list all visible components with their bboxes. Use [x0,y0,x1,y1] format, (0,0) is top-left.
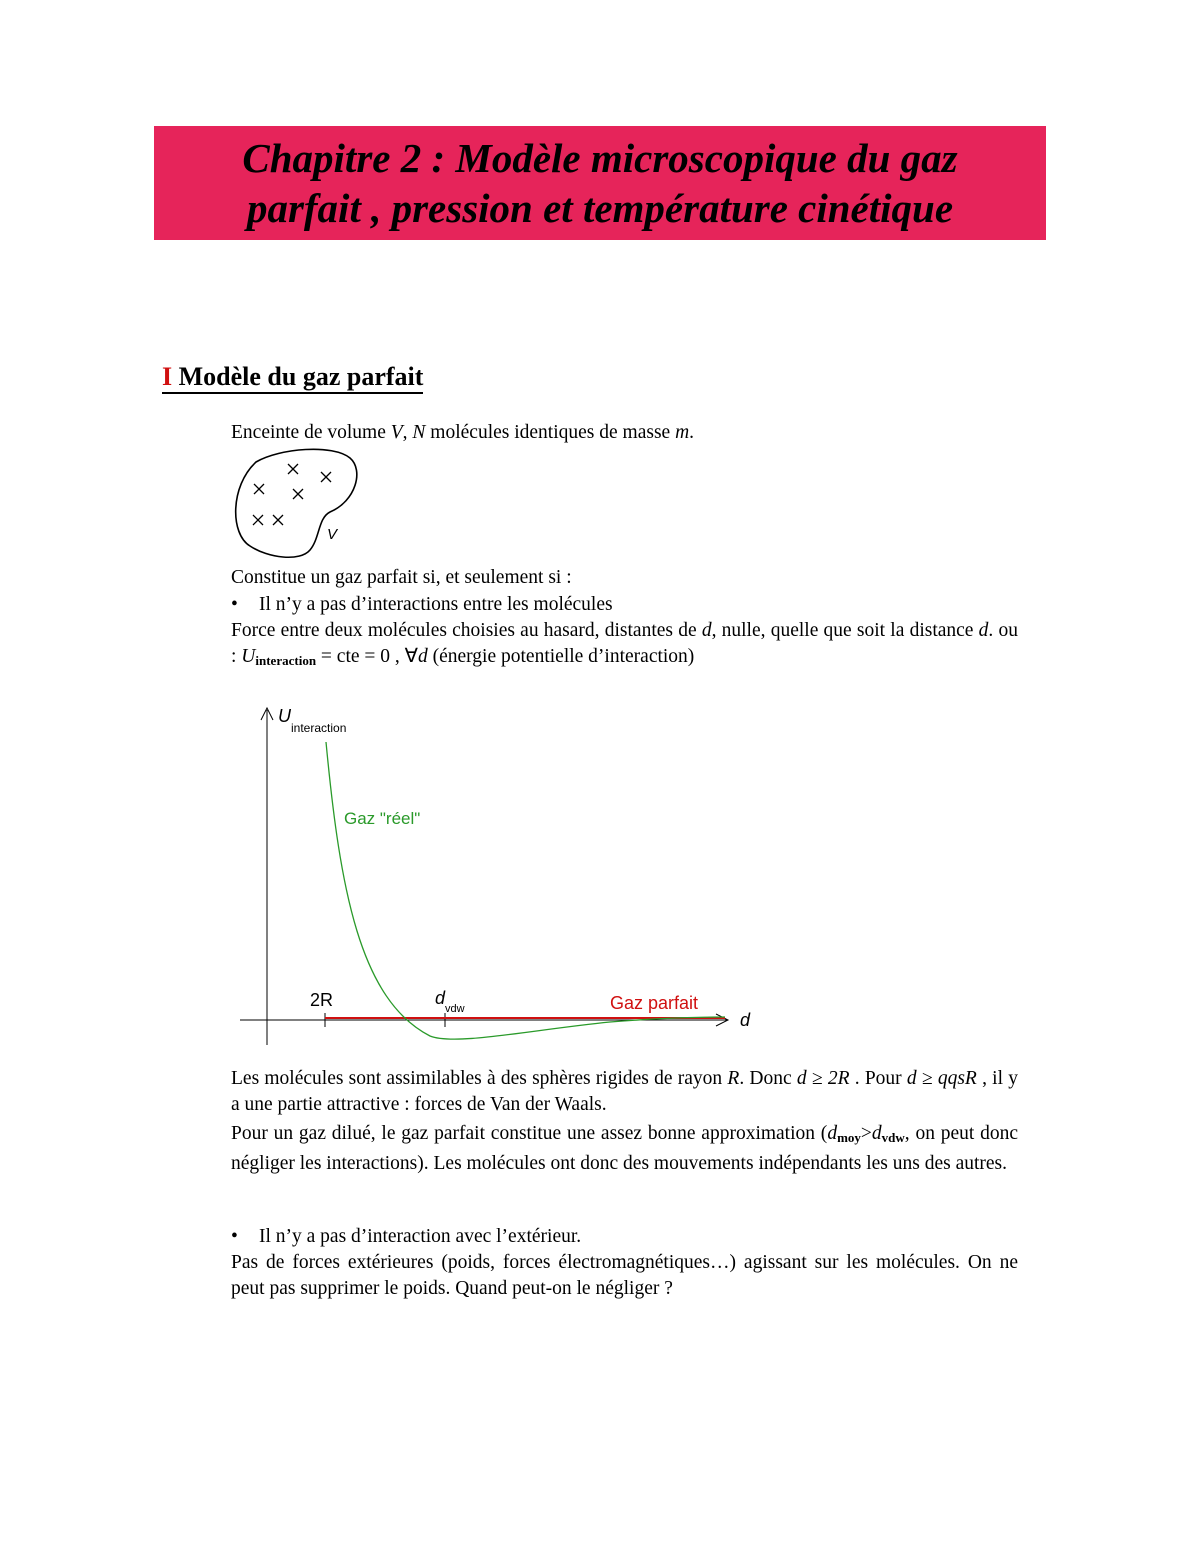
bullet-no-interactions: • Il n’y a pas d’interactions entre les molécules [231,592,613,618]
chapter-title-line-2: parfait , pression et température cinétique [246,185,954,231]
volume-label: V [327,526,338,543]
section-heading [162,362,423,394]
ideal-gas-label: Gaz parfait [610,993,699,1013]
tick-dvdw-sub: vdw [445,1003,465,1015]
y-axis-label-sub: interaction [291,721,347,735]
potential-energy-graph [230,700,790,1060]
enclosure-diagram [228,446,363,561]
chapter-title-line-1: Chapitre 2 : Modèle microscopique du gaz [242,135,958,181]
dilute-gas-paragraph: Pour un gaz dilué, le gaz parfait constitue une assez bonne approximation ($d_{moy}>d_{vdw}$, on peut donc négliger les interactions). Les molécules ont donc des mouvements indépendants les uns des autres. [231,1123,1018,1174]
y-axis-label: U [278,706,291,726]
bullet-no-exterior-interaction: • Il n’y a pas d’interaction avec l’extérieur. [231,1224,581,1250]
exterior-forces-paragraph: Pas de forces extérieures (poids, forces électromagnétiques…) agissant sur les molécules. On ne peut pas supprimer le poids. Quand peut-on le négliger ? [231,1252,1018,1299]
real-gas-label: Gaz "réel" [344,809,421,828]
condition-intro: Constitue un gaz parfait si, et seulement si : [231,567,572,588]
bullet-icon: • [231,594,238,615]
tick-dvdw-label: d [435,988,446,1008]
tick-2R-label: 2R [310,990,334,1010]
chapter-title-banner [154,126,1046,240]
molecule-crosses [253,464,331,525]
enceinte-sentence: Enceinte de volume V, N molécules identiques de masse m. [231,422,695,443]
bullet-icon: • [231,1226,238,1247]
section-title: Modèle du gaz parfait [178,362,424,391]
force-paragraph: Force entre deux molécules choisies au hasard, distantes de d, nulle, quelle que soit la distance d. ou : $U_{interaction}$ = cte = 0 , ∀d (énergie potentielle d’interaction) [231,620,1018,668]
section-number: I [162,362,173,391]
molecules-paragraph: Les molécules sont assimilables à des sphères rigides de rayon R. Donc d ≥ 2R . Pour d ≥ qqsR , il y a une partie attractive : forces de Van der Waals. [231,1068,1019,1115]
x-axis-label: d [740,1010,751,1030]
